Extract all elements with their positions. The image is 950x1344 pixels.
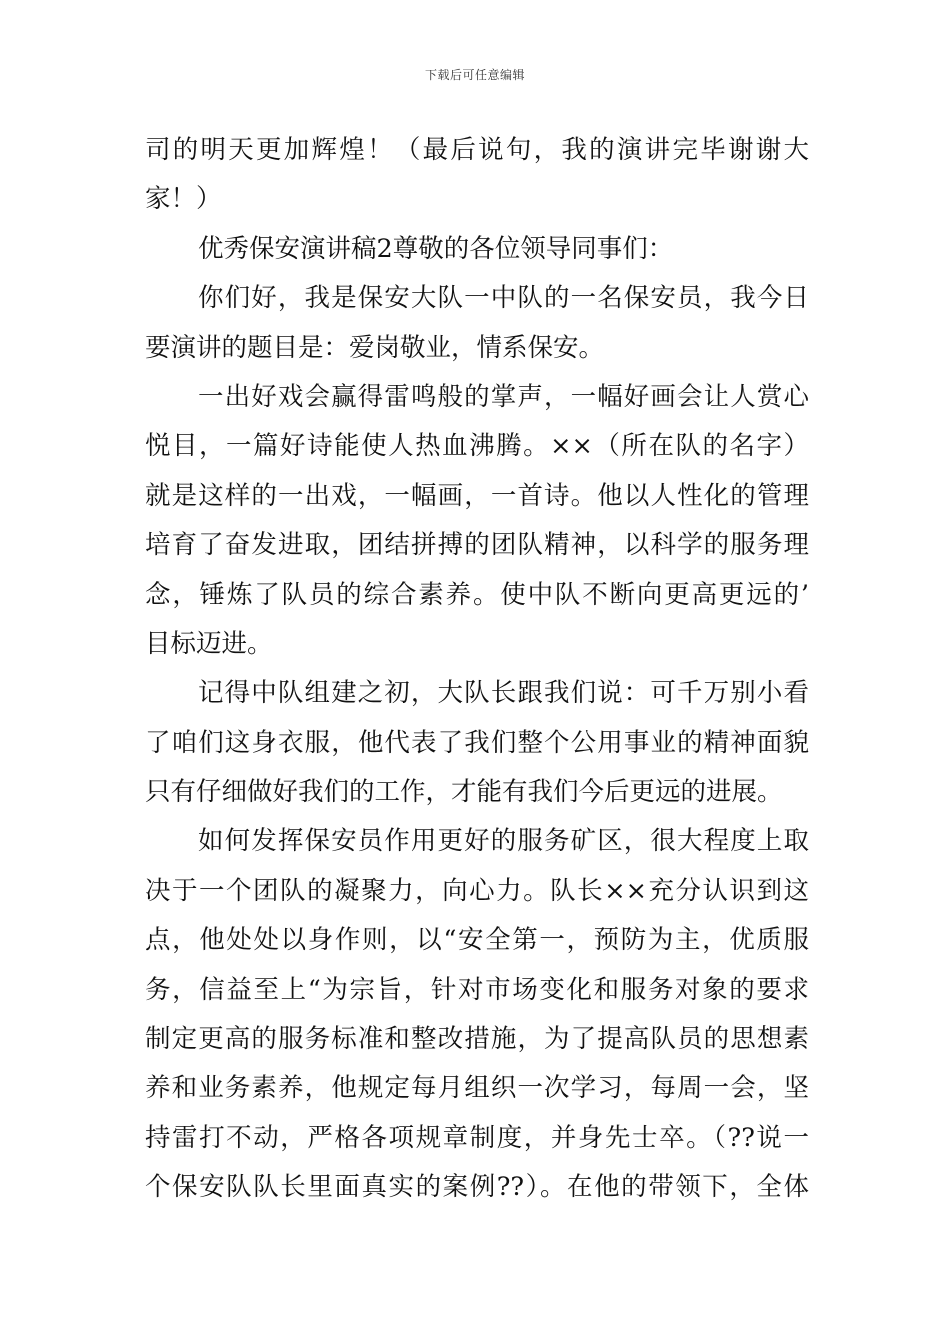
text-line: 培育了奋发进取，团结拼搏的团队精神，以科学的服务理 (145, 530, 809, 561)
text-line: 了咱们这身衣服，他代表了我们整个公用事业的精神面貌 (145, 727, 809, 758)
text-line: 家！） (145, 184, 222, 215)
text-line: 悦目，一篇好诗能使人热血沸腾。××（所在队的名字） (145, 431, 809, 462)
text-line: 念，锤炼了队员的综合素养。使中队不断向更高更远的’ (145, 579, 809, 610)
text-line: 要演讲的题目是：爱岗敬业，情系保安。 (145, 332, 605, 363)
text-line: 一出好戏会赢得雷鸣般的掌声，一幅好画会让人赏心 (198, 381, 809, 412)
text-line: 只有仔细做好我们的工作，才能有我们今后更远的进展。 (145, 777, 783, 808)
text-line: 如何发挥保安员作用更好的服务矿区，很大程度上取 (198, 826, 809, 857)
text-line: 司的明天更加辉煌！（最后说句，我的演讲完毕谢谢大 (145, 135, 809, 165)
text-line: 制定更高的服务标准和整改措施，为了提高队员的思想素 (145, 1024, 809, 1055)
text-line: 就是这样的一出戏，一幅画，一首诗。他以人性化的管理 (145, 480, 809, 511)
document-body (145, 126, 809, 1213)
text-line: 决于一个团队的凝聚力，向心力。队长××充分认识到这 (145, 875, 809, 906)
text-line: 务，信益至上“为宗旨，针对市场变化和服务对象的要求 (145, 974, 809, 1005)
text-line: 持雷打不动，严格各项规章制度，并身先士卒。（??说一 (145, 1122, 809, 1153)
text-line: 点，他处处以身作则，以“安全第一，预防为主，优质服 (145, 925, 809, 956)
text-line: 个保安队队长里面真实的案例??）。在他的带领下，全体 (145, 1172, 809, 1203)
text-line: 养和业务素养，他规定每月组织一次学习，每周一会，坚 (145, 1073, 809, 1104)
text-line: 你们好，我是保安大队一中队的一名保安员，我今日 (198, 283, 809, 314)
text-line: 优秀保安演讲稿2尊敬的各位领导同事们： (198, 233, 674, 264)
text-line: 目标迈进。 (145, 628, 273, 659)
page-header: 下载后可任意编辑 (424, 68, 525, 82)
text-line: 记得中队组建之初，大队长跟我们说：可千万别小看 (198, 678, 809, 709)
